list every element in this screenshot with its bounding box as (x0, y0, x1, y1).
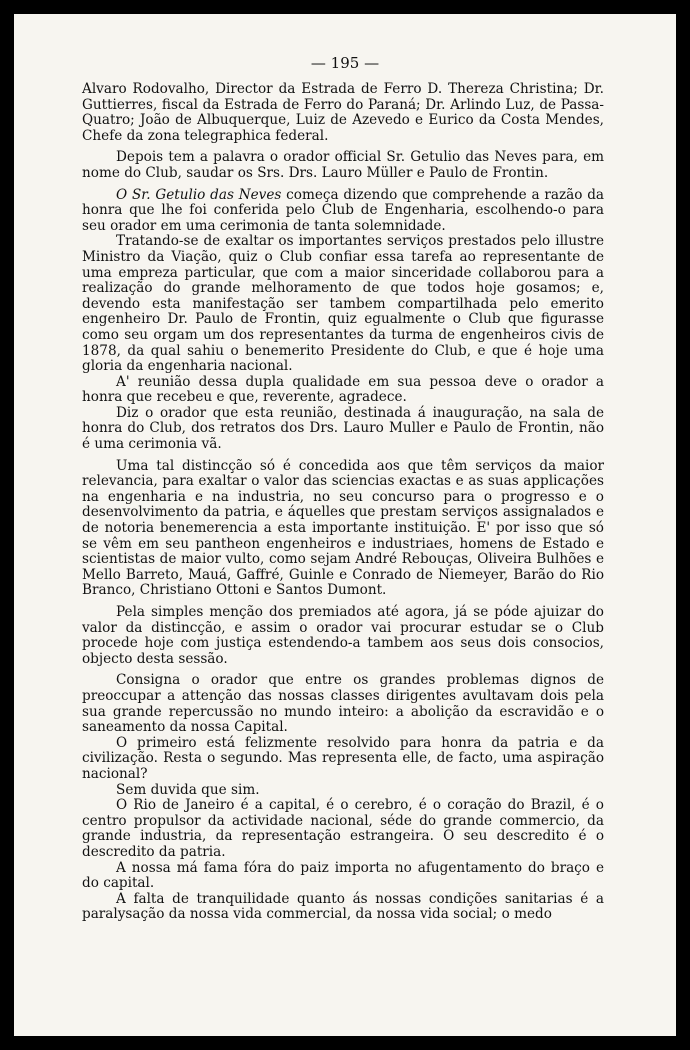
paragraph: Alvaro Rodovalho, Director da Estrada de Ferro D. Thereza Christina; Dr. Guttierres, fiscal da Estrada de Ferro do Paraná; Dr. Arlindo Luz, de Passa-Quatro; João de Albuquerque, Luiz de Azevedo e Eurico da Costa Mendes, Chefe da zona telegraphica federal. (82, 81, 604, 144)
document-page (14, 14, 676, 1036)
page-number: — 195 — (310, 54, 380, 72)
paragraph: Uma tal distincção só é concedida aos que têm serviços da maior relevancia, para exaltar o valor das sciencias exactas e as suas applicações na engenharia e na industria, no seu concurso para o progresso e o desenvolvimento da patria, e áquelles que prestam serviços assignalados e de notoria benemerencia a esta importante instituição. E' por isso que só se vêm em seu pantheon engenheiros e industriaes, homens de Estado e scientistas de maior vulto, como sejam André Rebouças, Oliveira Bulhões e Mello Barreto, Mauá, Gaffré, Guinle e Conrado de Niemeyer, Barão do Rio Branco, Christiano Ottoni e Santos Dumont. (82, 457, 604, 599)
speaker-name: O Sr. Getulio das Neves (116, 186, 282, 203)
paragraph-text: começa dizendo que comprehende a razão da honra que lhe foi conferida pelo Club de Engenharia, escolhendo-o para seu orador em uma cerimonia de tanta solemnidade. (82, 186, 604, 234)
body-text (82, 82, 604, 923)
paragraph: Sem duvida que sim. (116, 781, 260, 798)
paragraph: Consigna o orador que entre os grandes problemas dignos de preoccupar a attenção das nossas classes dirigentes avultavam dois pela sua grande repercussão no mundo inteiro: a abolição da escravidão e o saneamento da nossa Capital. (82, 672, 604, 736)
paragraph: O primeiro está felizmente resolvido para honra da patria e da civilização. Resta o segundo. Mas representa elle, de facto, uma aspiração nacional? (82, 734, 604, 782)
paragraph (82, 188, 604, 235)
paragraph: Tratando-se de exaltar os importantes serviços prestados pelo illustre Ministro da Viação, quiz o Club confiar essa tarefa ao representante de uma empreza particular, que com a maior sinceridade collaborou para a realização do grande melhoramento de que todos hoje gosamos; e, devendo esta manifestação ser tambem compartilhada pelo emerito engenheiro Dr. Paulo de Frontin, quiz egualmente o Club que figurasse como seu orgam um dos representantes da turma de engenheiros civis de 1878, da qual sahiu o benemerito Presidente do Club, e que é hoje uma gloria da engenharia nacional. (82, 233, 604, 375)
paragraph: O Rio de Janeiro é a capital, é o cerebro, é o coração do Brazil, é o centro propulsor da actividade nacional, séde do grande commercio, da grande industria, da representação estrangeira. O seu descredito é o descredito da patria. (82, 797, 604, 860)
paragraph: Diz o orador que esta reunião, destinada á inauguração, na sala de honra do Club, dos retratos dos Drs. Lauro Muller e Paulo de Frontin, não é uma cerimonia vã. (82, 404, 604, 453)
paragraph: Depois tem a palavra o orador official Sr. Getulio das Neves para, em nome do Club, saudar os Srs. Drs. Lauro Müller e Paulo de Frontin. (82, 149, 604, 181)
paragraph: Pela simples menção dos premiados até agora, já se póde ajuizar do valor da distincção, e assim o orador vai procurar estudar se o Club procede hoje com justiça estendendo-a tambem aos seus dois consocios, objecto desta sessão. (82, 604, 604, 667)
paragraph: A falta de tranquilidade quanto ás nossas condições sanitarias é a paralysação da nossa vida commercial, da nossa vida social; o medo (82, 890, 604, 923)
paragraph: A' reunião dessa dupla qualidade em sua pessoa deve o orador a honra que recebeu e que, reverente, agradece. (82, 373, 604, 406)
paragraph: A nossa má fama fóra do paiz importa no afugentamento do braço e do capital. (82, 859, 604, 892)
